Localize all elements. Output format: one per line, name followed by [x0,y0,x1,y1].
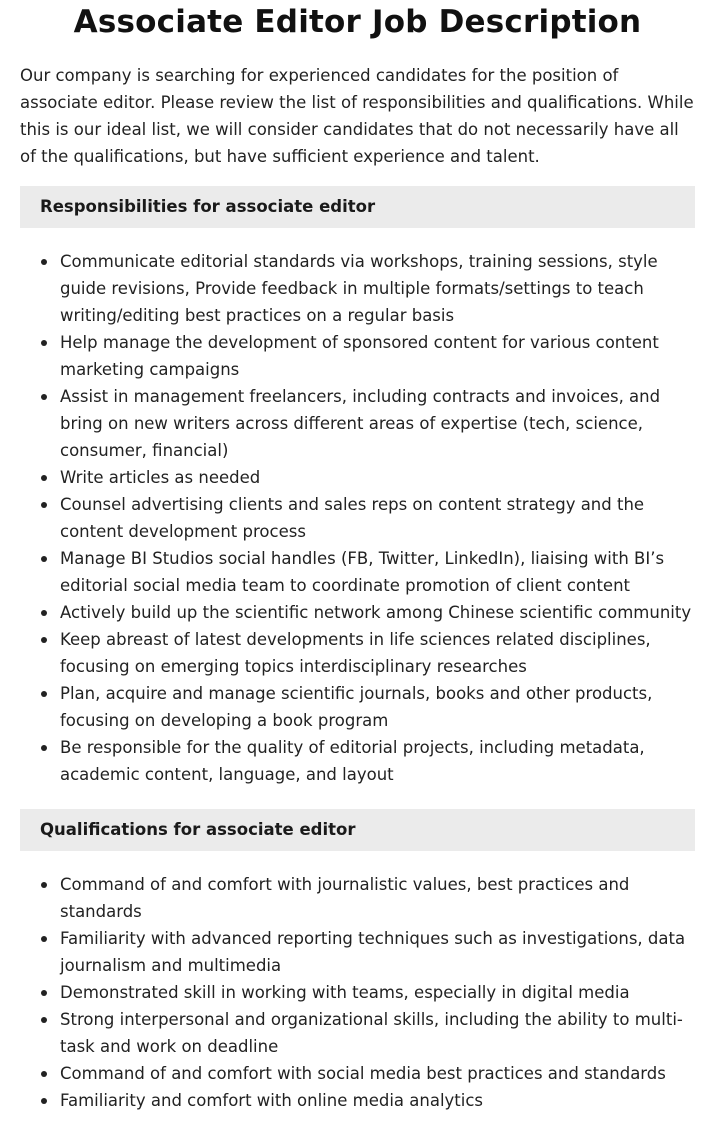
intro-paragraph: Our company is searching for experienced candidates for the position of associate editor. Please review the list of responsibilities and qualifications. While this is our ideal list, we will consider candidates that do not necessarily have all of the qualifications, but have sufficient experience and talent. [20,66,694,166]
responsibility-item: Manage BI Studios social handles (FB, Twitter, LinkedIn), liaising with BI’s editorial social media team to coordinate promotion of client content [60,545,695,599]
responsibility-item: Help manage the development of sponsored content for various content marketing campaigns [60,329,695,383]
responsibilities-heading: Responsibilities for associate editor [20,186,695,228]
responsibility-item: Plan, acquire and manage scientific journals, books and other products, focusing on developing a book program [60,680,695,734]
responsibility-item: Communicate editorial standards via workshops, training sessions, style guide revisions, Provide feedback in multiple formats/settings to teach writing/editing best practices on a regular basis [60,248,695,329]
responsibilities-list [20,248,695,788]
responsibility-item: Assist in management freelancers, including contracts and invoices, and bring on new writers across different areas of expertise (tech, science, consumer, financial) [60,383,695,464]
responsibility-item: Actively build up the scientific network among Chinese scientific community [60,599,695,626]
qualification-item: Familiarity with advanced reporting techniques such as investigations, data journalism and multimedia [60,925,695,979]
page-title: Associate Editor Job Description [73,4,642,40]
responsibility-item: Write articles as needed [60,464,695,491]
responsibility-item: Counsel advertising clients and sales reps on content strategy and the content development process [60,491,695,545]
qualification-item: Strong interpersonal and organizational skills, including the ability to multi-task and work on deadline [60,1006,695,1060]
responsibility-item: Be responsible for the quality of editorial projects, including metadata, academic content, language, and layout [60,734,695,788]
qualifications-list [20,871,695,1114]
qualifications-heading: Qualifications for associate editor [20,809,695,851]
responsibility-item: Keep abreast of latest developments in life sciences related disciplines, focusing on emerging topics interdisciplinary researches [60,626,695,680]
qualification-item: Demonstrated skill in working with teams, especially in digital media [60,979,695,1006]
qualification-item: Command of and comfort with journalistic values, best practices and standards [60,871,695,925]
qualification-item: Command of and comfort with social media best practices and standards [60,1060,695,1087]
qualification-item: Familiarity and comfort with online media analytics [60,1087,695,1114]
